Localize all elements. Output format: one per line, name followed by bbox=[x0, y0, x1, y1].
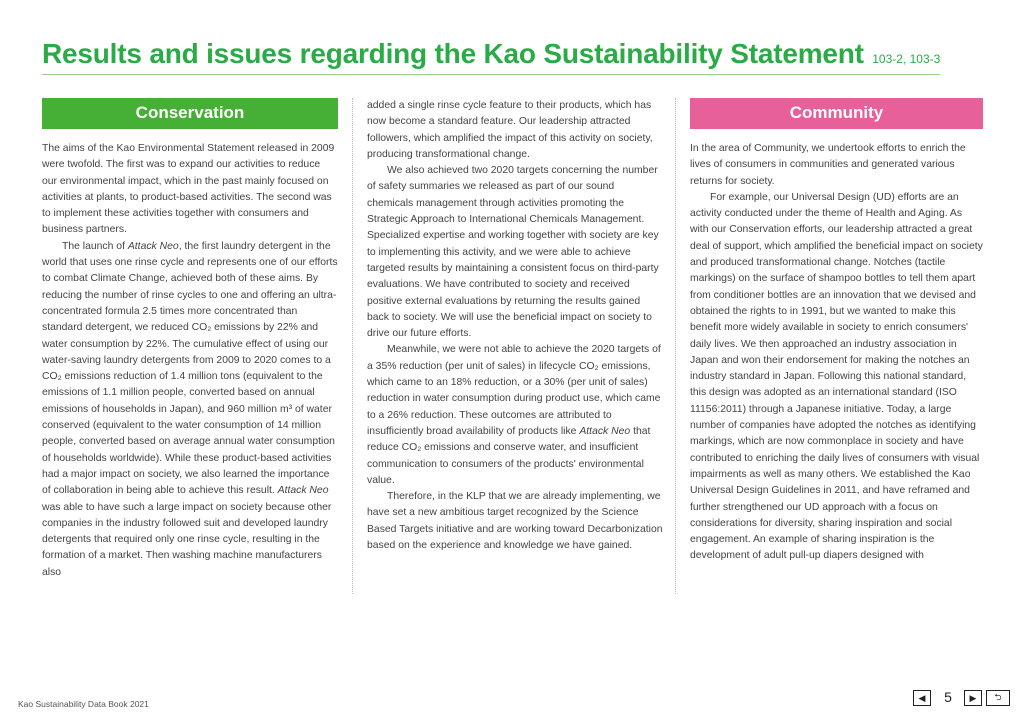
footer-label: Kao Sustainability Data Book 2021 bbox=[18, 699, 149, 709]
page-title bbox=[42, 38, 940, 70]
middle-paragraph-2: We also achieved two 2020 targets concerning the number of safety summaries we released as part of our sound chemicals management through activities promoting the Strategic Approach to International Chemicals Management. Specialized expertise and working together with society are key to implementing this activity, and we were able to achieve targeted results by maintaining a consistent focus on third-party evaluations. We have contributed to society and received positive external evaluations by returning the results gained back to society. We will use the beneficial impact on society to drive our future efforts. bbox=[367, 165, 659, 340]
conservation-paragraph-1: The aims of the Kao Environmental Statement released in 2009 were twofold. The first was to expand our activities to reduce our environmental impact, which in the past mainly focused on activities at plants, to product-based activities. The second was to implement these activities together with consumers and business partners. bbox=[42, 143, 335, 236]
middle-paragraph-4: Therefore, in the KLP that we are already implementing, we have set a new ambitious target recognized by the Science Based Targets initiative and are working toward Decarbonization based on the experience and knowledge we have gained. bbox=[367, 491, 663, 552]
column-divider bbox=[352, 98, 353, 594]
page-number: 5 bbox=[944, 689, 952, 705]
conservation-column bbox=[42, 98, 338, 581]
community-paragraph-1: In the area of Community, we undertook efforts to enrich the lives of consumers in communities and generated various returns for society. bbox=[690, 143, 966, 187]
community-heading: Community bbox=[690, 98, 983, 129]
next-page-icon[interactable]: ▶ bbox=[964, 690, 982, 706]
middle-paragraph-1: added a single rinse cycle feature to their products, which has now become a standard feature. Our leadership attracted followers, which amplified the impact of this activity on society, producing transformational change. bbox=[367, 100, 653, 160]
conservation-heading: Conservation bbox=[42, 98, 338, 129]
middle-column bbox=[367, 98, 663, 554]
gri-codes: 103-2, 103-3 bbox=[872, 52, 941, 66]
conservation-paragraph-2: The launch of Attack Neo, the first laundry detergent in the world that uses one rinse cycle and represents one of our efforts to combat Climate Change, achieved both of these aims. By reducing the number of rinse cycles to one and offering an ultra-concentrated formula 2.5 times more concentrated than standard detergent, we reduced CO₂ emissions by 22% and water consumption by 22%. The cumulative effect of using our water-saving laundry detergents from 2009 to 2020 comes to a CO₂ emissions reduction of 1.4 million tons (equivalent to the emissions of 1.1 million people, converted based on annual emissions of households in Japan), and 960 million m³ of water conserved (equivalent to the water consumption of 14 million people, converted based on average annual water consumption of households worldwide). While these product-based activities had a major impact on society, we also learned the importance of collaboration in being able to achieve this result. Attack Neo was able to have such a large impact on society because other companies in the industry followed suit and developed laundry detergents that required only one rinse cycle, resulting in the formation of a market. Then washing machine manufacturers also bbox=[42, 240, 338, 578]
page-title-text: Results and issues regarding the Kao Sustainability Statement bbox=[42, 38, 864, 69]
return-icon[interactable]: ⮌ bbox=[986, 690, 1010, 706]
middle-paragraph-3: Meanwhile, we were not able to achieve the 2020 targets of a 35% reduction (per unit of sales) in lifecycle CO₂ emissions, which came to an 18% reduction, or a 30% (per unit of sales) reduction in water consumption during product use, which came to a 26% reduction. These outcomes are attributed to insufficiently broad availability of products like Attack Neo that reduce CO₂ emissions and conserve water, and insufficient communication to consumers of the products' environmental value. bbox=[367, 344, 661, 486]
title-divider bbox=[42, 74, 940, 75]
community-column bbox=[690, 98, 983, 565]
column-divider bbox=[675, 98, 676, 594]
previous-page-icon[interactable]: ◀ bbox=[913, 690, 931, 706]
community-paragraph-2: For example, our Universal Design (UD) efforts are an activity conducted under the theme of Health and Aging. As with our Conservation efforts, our leadership attracted a great deal of support, which amplified the beneficial impact on society and produced transformational change. Notches (tactile markings) on the surface of shampoo bottles to tell them apart from conditioner bottles are an innovation that we devised and obtained the rights to in 1991, but we wanted to make this benefit more widely available in society to enrich consumers' daily lives. We then approached an industry association in Japan and won their endorsement for making the notches an industry standard in Japan. Following this national standard, this design was adopted as an international standard (ISO 11156:2011) through a Japanese initiative. Today, a large number of companies have adopted the notches as identifying markings, which are now commonplace in society and have contributed to enriching the daily lives of consumers with visual impairments as well as many others. We established the Kao Universal Design Guidelines in 2011, and have reframed and further strengthened our UD approach with a focus on considerations for diversity, sharing inspiration and social engagement. An example of sharing inspiration is the development of adult pull-up diapers designed with bbox=[690, 191, 983, 562]
